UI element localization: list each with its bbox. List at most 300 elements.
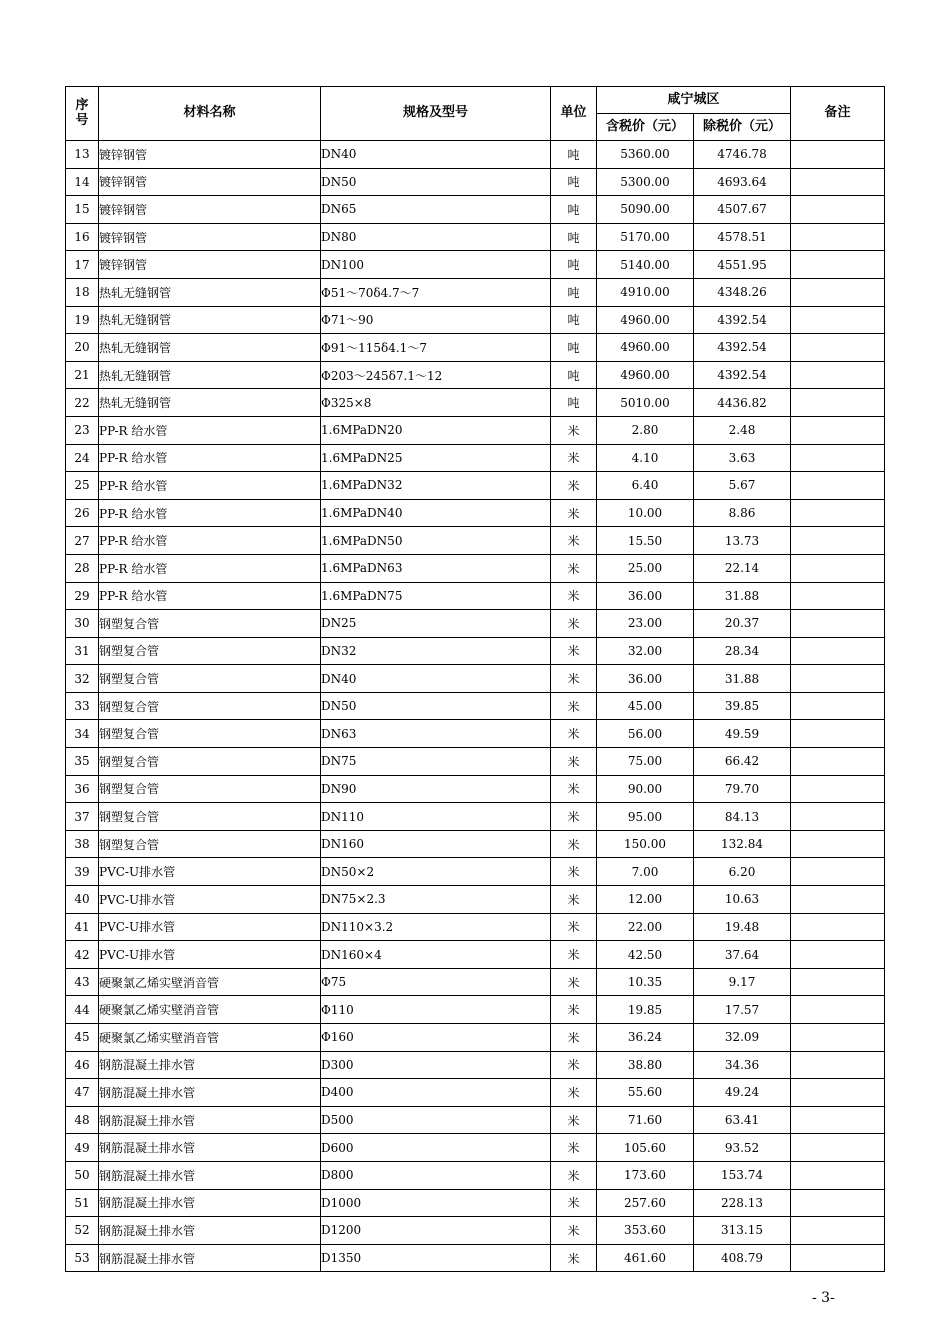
row-number-cell: 53 — [66, 1244, 99, 1272]
material-name-cell: 钢塑复合管 — [99, 692, 321, 720]
price-with-tax-cell: 5140.00 — [597, 251, 694, 279]
price-with-tax-cell: 75.00 — [597, 748, 694, 776]
table-row — [66, 361, 885, 389]
remark-cell — [791, 499, 885, 527]
unit-cell: 米 — [551, 610, 597, 638]
price-with-tax-cell: 32.00 — [597, 637, 694, 665]
remark-cell — [791, 886, 885, 914]
material-name-cell: 镀锌钢管 — [99, 141, 321, 169]
spec-cell: DN110×3.2 — [321, 913, 551, 941]
material-name-cell: 钢筋混凝土排水管 — [99, 1189, 321, 1217]
material-name-cell: 硬聚氯乙烯实壁消音管 — [99, 996, 321, 1024]
row-number-cell: 50 — [66, 1161, 99, 1189]
price-without-tax-cell: 10.63 — [694, 886, 791, 914]
material-name-cell: 热轧无缝钢管 — [99, 361, 321, 389]
table-row — [66, 334, 885, 362]
material-name-cell: PP-R 给水管 — [99, 444, 321, 472]
spec-cell: Φ75 — [321, 968, 551, 996]
row-number-cell: 22 — [66, 389, 99, 417]
table-row — [66, 1051, 885, 1079]
material-name-cell: PVC-U排水管 — [99, 913, 321, 941]
unit-cell: 吨 — [551, 168, 597, 196]
price-without-tax-cell: 4693.64 — [694, 168, 791, 196]
price-with-tax-cell: 90.00 — [597, 775, 694, 803]
row-number-cell: 35 — [66, 748, 99, 776]
page-number: - 3- — [812, 1290, 835, 1306]
price-without-tax-cell: 2.48 — [694, 416, 791, 444]
spec-cell: DN75 — [321, 748, 551, 776]
remark-cell — [791, 1079, 885, 1107]
material-name-cell: 钢塑复合管 — [99, 610, 321, 638]
material-name-cell: 钢塑复合管 — [99, 720, 321, 748]
price-without-tax-cell: 28.34 — [694, 637, 791, 665]
header-unit: 单位 — [551, 87, 597, 141]
unit-cell: 米 — [551, 775, 597, 803]
table-row — [66, 1079, 885, 1107]
price-without-tax-cell: 49.24 — [694, 1079, 791, 1107]
remark-cell — [791, 748, 885, 776]
spec-cell: DN50×2 — [321, 858, 551, 886]
price-without-tax-cell: 34.36 — [694, 1051, 791, 1079]
price-with-tax-cell: 461.60 — [597, 1244, 694, 1272]
row-number-cell: 51 — [66, 1189, 99, 1217]
table-body — [66, 141, 885, 1272]
unit-cell: 米 — [551, 554, 597, 582]
row-number-cell: 26 — [66, 499, 99, 527]
remark-cell — [791, 251, 885, 279]
remark-cell — [791, 610, 885, 638]
remark-cell — [791, 1024, 885, 1052]
table-row — [66, 886, 885, 914]
spec-cell: 1.6MPaDN32 — [321, 472, 551, 500]
remark-cell — [791, 472, 885, 500]
unit-cell: 米 — [551, 1244, 597, 1272]
table-row — [66, 278, 885, 306]
price-without-tax-cell: 5.67 — [694, 472, 791, 500]
remark-cell — [791, 1189, 885, 1217]
material-name-cell: 钢塑复合管 — [99, 803, 321, 831]
row-number-cell: 30 — [66, 610, 99, 638]
row-number-cell: 23 — [66, 416, 99, 444]
spec-cell: D600 — [321, 1134, 551, 1162]
spec-cell: D800 — [321, 1161, 551, 1189]
remark-cell — [791, 278, 885, 306]
spec-cell: D1350 — [321, 1244, 551, 1272]
unit-cell: 米 — [551, 665, 597, 693]
remark-cell — [791, 803, 885, 831]
price-without-tax-cell: 20.37 — [694, 610, 791, 638]
price-with-tax-cell: 12.00 — [597, 886, 694, 914]
table-row — [66, 665, 885, 693]
price-without-tax-cell: 408.79 — [694, 1244, 791, 1272]
price-without-tax-cell: 228.13 — [694, 1189, 791, 1217]
row-number-cell: 25 — [66, 472, 99, 500]
spec-cell: 1.6MPaDN20 — [321, 416, 551, 444]
price-without-tax-cell: 4392.54 — [694, 361, 791, 389]
spec-cell: D1000 — [321, 1189, 551, 1217]
unit-cell: 吨 — [551, 306, 597, 334]
remark-cell — [791, 168, 885, 196]
spec-cell: DN63 — [321, 720, 551, 748]
price-without-tax-cell: 8.86 — [694, 499, 791, 527]
spec-cell: 1.6MPaDN75 — [321, 582, 551, 610]
price-with-tax-cell: 6.40 — [597, 472, 694, 500]
unit-cell: 米 — [551, 996, 597, 1024]
price-table — [65, 86, 885, 1272]
spec-cell: 1.6MPaDN25 — [321, 444, 551, 472]
table-row — [66, 637, 885, 665]
spec-cell: 1.6MPaDN40 — [321, 499, 551, 527]
price-without-tax-cell: 6.20 — [694, 858, 791, 886]
material-name-cell: 钢塑复合管 — [99, 775, 321, 803]
price-with-tax-cell: 10.35 — [597, 968, 694, 996]
unit-cell: 米 — [551, 1189, 597, 1217]
remark-cell — [791, 1134, 885, 1162]
row-number-cell: 21 — [66, 361, 99, 389]
row-number-cell: 38 — [66, 830, 99, 858]
table-row — [66, 168, 885, 196]
spec-cell: Φ110 — [321, 996, 551, 1024]
row-number-cell: 15 — [66, 196, 99, 224]
table-row — [66, 830, 885, 858]
price-without-tax-cell: 66.42 — [694, 748, 791, 776]
spec-cell: DN32 — [321, 637, 551, 665]
remark-cell — [791, 389, 885, 417]
row-number-cell: 33 — [66, 692, 99, 720]
price-with-tax-cell: 4910.00 — [597, 278, 694, 306]
price-with-tax-cell: 15.50 — [597, 527, 694, 555]
table-row — [66, 748, 885, 776]
header-spec: 规格及型号 — [321, 87, 551, 141]
price-with-tax-cell: 173.60 — [597, 1161, 694, 1189]
row-number-cell: 43 — [66, 968, 99, 996]
price-with-tax-cell: 5090.00 — [597, 196, 694, 224]
spec-cell: Φ51～70δ4.7～7 — [321, 278, 551, 306]
material-name-cell: 硬聚氯乙烯实壁消音管 — [99, 968, 321, 996]
row-number-cell: 18 — [66, 278, 99, 306]
header-remark: 备注 — [791, 87, 885, 141]
unit-cell: 米 — [551, 720, 597, 748]
table-row — [66, 196, 885, 224]
spec-cell: DN80 — [321, 223, 551, 251]
table-row — [66, 416, 885, 444]
spec-cell: Φ203～245δ7.1～12 — [321, 361, 551, 389]
price-with-tax-cell: 42.50 — [597, 941, 694, 969]
price-without-tax-cell: 4392.54 — [694, 306, 791, 334]
price-without-tax-cell: 4436.82 — [694, 389, 791, 417]
price-without-tax-cell: 84.13 — [694, 803, 791, 831]
price-with-tax-cell: 23.00 — [597, 610, 694, 638]
material-name-cell: PP-R 给水管 — [99, 499, 321, 527]
row-number-cell: 36 — [66, 775, 99, 803]
spec-cell: 1.6MPaDN50 — [321, 527, 551, 555]
table-row — [66, 775, 885, 803]
spec-cell: DN75×2.3 — [321, 886, 551, 914]
material-name-cell: PP-R 给水管 — [99, 472, 321, 500]
table-row — [66, 1217, 885, 1245]
price-without-tax-cell: 153.74 — [694, 1161, 791, 1189]
price-with-tax-cell: 36.24 — [597, 1024, 694, 1052]
price-with-tax-cell: 95.00 — [597, 803, 694, 831]
row-number-cell: 31 — [66, 637, 99, 665]
unit-cell: 吨 — [551, 278, 597, 306]
price-with-tax-cell: 5010.00 — [597, 389, 694, 417]
material-name-cell: 钢筋混凝土排水管 — [99, 1106, 321, 1134]
remark-cell — [791, 665, 885, 693]
unit-cell: 吨 — [551, 389, 597, 417]
table-row — [66, 1024, 885, 1052]
table-row — [66, 141, 885, 169]
price-without-tax-cell: 37.64 — [694, 941, 791, 969]
row-number-cell: 40 — [66, 886, 99, 914]
material-name-cell: 热轧无缝钢管 — [99, 389, 321, 417]
table-row — [66, 251, 885, 279]
remark-cell — [791, 1217, 885, 1245]
table-row — [66, 941, 885, 969]
price-without-tax-cell: 31.88 — [694, 665, 791, 693]
price-without-tax-cell: 9.17 — [694, 968, 791, 996]
price-with-tax-cell: 36.00 — [597, 665, 694, 693]
spec-cell: DN110 — [321, 803, 551, 831]
table-row — [66, 1106, 885, 1134]
price-with-tax-cell: 2.80 — [597, 416, 694, 444]
spec-cell: D1200 — [321, 1217, 551, 1245]
remark-cell — [791, 554, 885, 582]
price-with-tax-cell: 353.60 — [597, 1217, 694, 1245]
remark-cell — [791, 830, 885, 858]
row-number-cell: 34 — [66, 720, 99, 748]
unit-cell: 吨 — [551, 141, 597, 169]
table-row — [66, 858, 885, 886]
unit-cell: 米 — [551, 858, 597, 886]
material-name-cell: 镀锌钢管 — [99, 196, 321, 224]
row-number-cell: 16 — [66, 223, 99, 251]
table-row — [66, 996, 885, 1024]
material-name-cell: PP-R 给水管 — [99, 582, 321, 610]
unit-cell: 米 — [551, 1161, 597, 1189]
unit-cell: 米 — [551, 968, 597, 996]
material-name-cell: 钢筋混凝土排水管 — [99, 1051, 321, 1079]
spec-cell: D500 — [321, 1106, 551, 1134]
header-name: 材料名称 — [99, 87, 321, 141]
material-name-cell: 钢塑复合管 — [99, 665, 321, 693]
material-name-cell: 镀锌钢管 — [99, 223, 321, 251]
unit-cell: 米 — [551, 692, 597, 720]
price-without-tax-cell: 31.88 — [694, 582, 791, 610]
row-number-cell: 14 — [66, 168, 99, 196]
row-number-cell: 45 — [66, 1024, 99, 1052]
price-without-tax-cell: 4392.54 — [694, 334, 791, 362]
price-with-tax-cell: 4960.00 — [597, 306, 694, 334]
price-with-tax-cell: 4960.00 — [597, 334, 694, 362]
spec-cell: DN50 — [321, 168, 551, 196]
unit-cell: 米 — [551, 1106, 597, 1134]
price-with-tax-cell: 56.00 — [597, 720, 694, 748]
material-name-cell: 钢塑复合管 — [99, 748, 321, 776]
material-name-cell: 钢塑复合管 — [99, 637, 321, 665]
price-without-tax-cell: 39.85 — [694, 692, 791, 720]
unit-cell: 米 — [551, 830, 597, 858]
table-row — [66, 499, 885, 527]
row-number-cell: 32 — [66, 665, 99, 693]
remark-cell — [791, 941, 885, 969]
unit-cell: 米 — [551, 803, 597, 831]
row-number-cell: 27 — [66, 527, 99, 555]
spec-cell: 1.6MPaDN63 — [321, 554, 551, 582]
unit-cell: 米 — [551, 637, 597, 665]
row-number-cell: 48 — [66, 1106, 99, 1134]
unit-cell: 米 — [551, 748, 597, 776]
price-with-tax-cell: 19.85 — [597, 996, 694, 1024]
remark-cell — [791, 527, 885, 555]
remark-cell — [791, 196, 885, 224]
price-without-tax-cell: 132.84 — [694, 830, 791, 858]
price-without-tax-cell: 32.09 — [694, 1024, 791, 1052]
table-row — [66, 1161, 885, 1189]
row-number-cell: 44 — [66, 996, 99, 1024]
unit-cell: 米 — [551, 582, 597, 610]
unit-cell: 米 — [551, 416, 597, 444]
material-name-cell: 钢塑复合管 — [99, 830, 321, 858]
price-with-tax-cell: 38.80 — [597, 1051, 694, 1079]
material-name-cell: 热轧无缝钢管 — [99, 278, 321, 306]
price-without-tax-cell: 4348.26 — [694, 278, 791, 306]
table-row — [66, 968, 885, 996]
header-price-notax: 除税价（元） — [694, 114, 791, 141]
table-row — [66, 1244, 885, 1272]
price-without-tax-cell: 19.48 — [694, 913, 791, 941]
table-row — [66, 1134, 885, 1162]
table-row — [66, 472, 885, 500]
unit-cell: 吨 — [551, 361, 597, 389]
remark-cell — [791, 1051, 885, 1079]
price-with-tax-cell: 4960.00 — [597, 361, 694, 389]
material-name-cell: PP-R 给水管 — [99, 527, 321, 555]
table-row — [66, 444, 885, 472]
unit-cell: 米 — [551, 1051, 597, 1079]
material-name-cell: 硬聚氯乙烯实壁消音管 — [99, 1024, 321, 1052]
price-without-tax-cell: 49.59 — [694, 720, 791, 748]
remark-cell — [791, 582, 885, 610]
remark-cell — [791, 913, 885, 941]
price-without-tax-cell: 3.63 — [694, 444, 791, 472]
remark-cell — [791, 1106, 885, 1134]
unit-cell: 米 — [551, 527, 597, 555]
table-row — [66, 389, 885, 417]
unit-cell: 米 — [551, 444, 597, 472]
price-without-tax-cell: 4578.51 — [694, 223, 791, 251]
row-number-cell: 28 — [66, 554, 99, 582]
unit-cell: 米 — [551, 1134, 597, 1162]
table-row — [66, 692, 885, 720]
row-number-cell: 20 — [66, 334, 99, 362]
header-region: 咸宁城区 — [597, 87, 791, 114]
material-name-cell: PVC-U排水管 — [99, 858, 321, 886]
remark-cell — [791, 334, 885, 362]
row-number-cell: 41 — [66, 913, 99, 941]
unit-cell: 吨 — [551, 251, 597, 279]
material-name-cell: PP-R 给水管 — [99, 416, 321, 444]
unit-cell: 米 — [551, 886, 597, 914]
price-without-tax-cell: 22.14 — [694, 554, 791, 582]
row-number-cell: 49 — [66, 1134, 99, 1162]
price-with-tax-cell: 10.00 — [597, 499, 694, 527]
remark-cell — [791, 444, 885, 472]
unit-cell: 米 — [551, 472, 597, 500]
table-row — [66, 223, 885, 251]
header-no: 序 号 — [66, 87, 99, 141]
price-with-tax-cell: 4.10 — [597, 444, 694, 472]
remark-cell — [791, 416, 885, 444]
header-price-tax: 含税价（元） — [597, 114, 694, 141]
price-without-tax-cell: 17.57 — [694, 996, 791, 1024]
row-number-cell: 46 — [66, 1051, 99, 1079]
price-with-tax-cell: 22.00 — [597, 913, 694, 941]
spec-cell: DN100 — [321, 251, 551, 279]
spec-cell: Φ71～90 — [321, 306, 551, 334]
price-without-tax-cell: 313.15 — [694, 1217, 791, 1245]
material-name-cell: PVC-U排水管 — [99, 941, 321, 969]
remark-cell — [791, 223, 885, 251]
table-row — [66, 554, 885, 582]
row-number-cell: 47 — [66, 1079, 99, 1107]
spec-cell: DN40 — [321, 665, 551, 693]
table-row — [66, 1189, 885, 1217]
unit-cell: 米 — [551, 1217, 597, 1245]
price-with-tax-cell: 55.60 — [597, 1079, 694, 1107]
spec-cell: Φ325×8 — [321, 389, 551, 417]
remark-cell — [791, 996, 885, 1024]
price-without-tax-cell: 13.73 — [694, 527, 791, 555]
price-with-tax-cell: 5300.00 — [597, 168, 694, 196]
material-name-cell: 镀锌钢管 — [99, 168, 321, 196]
material-name-cell: 钢筋混凝土排水管 — [99, 1079, 321, 1107]
price-without-tax-cell: 93.52 — [694, 1134, 791, 1162]
unit-cell: 米 — [551, 1079, 597, 1107]
price-with-tax-cell: 45.00 — [597, 692, 694, 720]
row-number-cell: 13 — [66, 141, 99, 169]
spec-cell: DN160×4 — [321, 941, 551, 969]
price-without-tax-cell: 4746.78 — [694, 141, 791, 169]
remark-cell — [791, 775, 885, 803]
material-name-cell: 钢筋混凝土排水管 — [99, 1134, 321, 1162]
spec-cell: DN90 — [321, 775, 551, 803]
spec-cell: DN40 — [321, 141, 551, 169]
unit-cell: 米 — [551, 499, 597, 527]
table-row — [66, 527, 885, 555]
table-row — [66, 582, 885, 610]
remark-cell — [791, 1244, 885, 1272]
unit-cell: 米 — [551, 913, 597, 941]
row-number-cell: 39 — [66, 858, 99, 886]
remark-cell — [791, 692, 885, 720]
price-with-tax-cell: 150.00 — [597, 830, 694, 858]
price-with-tax-cell: 71.60 — [597, 1106, 694, 1134]
row-number-cell: 17 — [66, 251, 99, 279]
unit-cell: 米 — [551, 1024, 597, 1052]
spec-cell: DN25 — [321, 610, 551, 638]
price-with-tax-cell: 257.60 — [597, 1189, 694, 1217]
price-with-tax-cell: 36.00 — [597, 582, 694, 610]
price-without-tax-cell: 4507.67 — [694, 196, 791, 224]
price-with-tax-cell: 105.60 — [597, 1134, 694, 1162]
table-row — [66, 306, 885, 334]
remark-cell — [791, 306, 885, 334]
unit-cell: 吨 — [551, 196, 597, 224]
price-without-tax-cell: 79.70 — [694, 775, 791, 803]
spec-cell: D300 — [321, 1051, 551, 1079]
material-name-cell: 热轧无缝钢管 — [99, 306, 321, 334]
